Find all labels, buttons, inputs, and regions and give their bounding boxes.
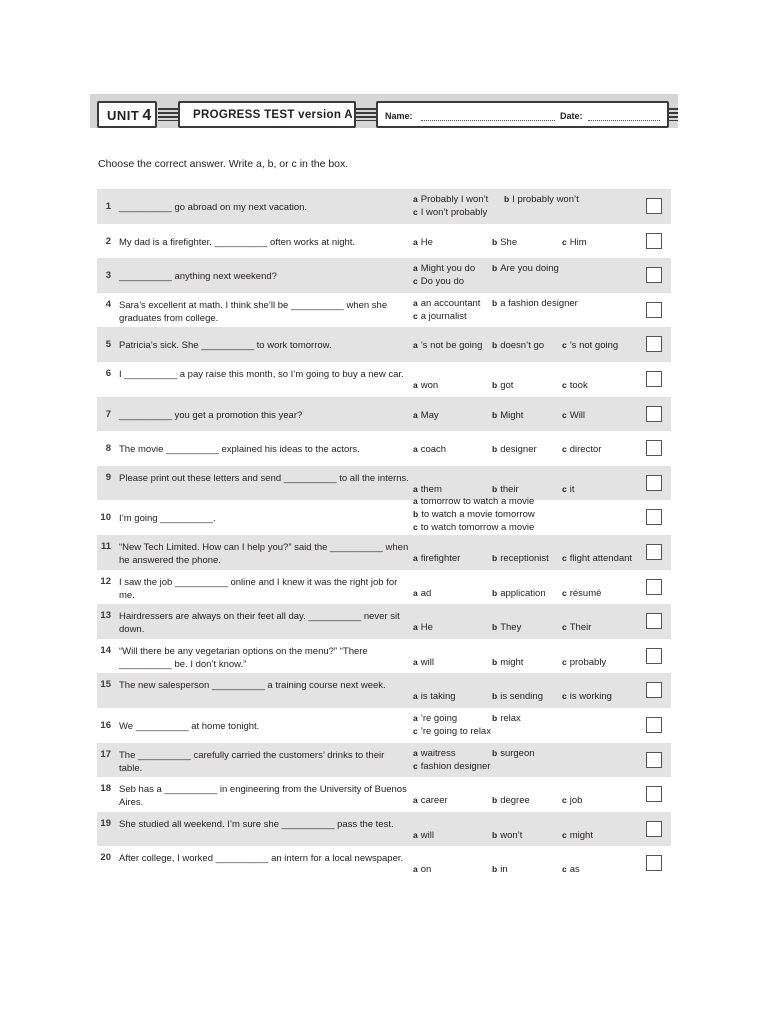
option-text: an accountant (420, 297, 481, 309)
option-letter: a (413, 409, 418, 420)
option-text: Do you do (420, 276, 465, 288)
option-c (562, 863, 580, 876)
question-text: The new salesperson __________ a training course next week. (119, 680, 386, 692)
answer-box[interactable] (646, 821, 662, 837)
option-letter: a (413, 236, 418, 247)
option-letter: c (562, 340, 567, 351)
option-text: Are you doing (500, 263, 559, 275)
question-row (97, 224, 671, 259)
date-field[interactable] (588, 120, 660, 121)
answer-box[interactable] (646, 475, 662, 491)
question-text: “Will there be any vegetarian options on the menu?” “There __________ be. I don’t know.” (119, 645, 368, 670)
option-text: is working (569, 691, 612, 703)
option-letter: b (492, 263, 498, 274)
option-c (562, 379, 588, 392)
option-text: to watch a movie tomorrow (421, 509, 535, 521)
question-row (97, 496, 671, 535)
option-text: might (500, 656, 524, 668)
option-letter: a (413, 864, 418, 875)
option-text: ’re going (420, 713, 458, 724)
option-a (413, 587, 431, 600)
test-title-box (178, 101, 356, 128)
option-letter: c (562, 691, 567, 702)
option-letter: c (562, 409, 567, 420)
question-row (97, 777, 671, 812)
option-letter: b (492, 340, 498, 351)
option-text: it (569, 483, 575, 495)
option-letter: a (413, 713, 418, 723)
question-row (97, 362, 671, 397)
question-number: 12 (100, 575, 111, 587)
option-text: He (420, 622, 433, 634)
question-number: 20 (100, 852, 111, 864)
question-text: __________ go abroad on my next vacation. (119, 202, 308, 213)
option-text: Might (500, 409, 524, 421)
option-c (413, 521, 534, 534)
answer-box[interactable] (646, 198, 662, 214)
option-text: They (500, 622, 522, 634)
option-letter: c (413, 726, 418, 736)
question-row (97, 431, 671, 466)
option-letter: a (413, 496, 418, 507)
option-b (492, 712, 521, 725)
option-a (413, 483, 442, 496)
option-letter: c (413, 276, 418, 287)
option-a (413, 712, 457, 725)
question-number: 4 (105, 298, 111, 310)
option-c (562, 236, 587, 249)
answer-box[interactable] (646, 579, 662, 595)
option-letter: b (492, 656, 498, 667)
option-letter: c (562, 829, 567, 840)
option-letter: a (413, 829, 418, 840)
option-text: flight attendant (569, 553, 633, 564)
option-a (413, 552, 460, 565)
option-c (413, 275, 464, 288)
option-text: application (500, 587, 546, 599)
question-number: 6 (105, 368, 111, 379)
option-letter: c (562, 444, 567, 455)
question-number: 5 (105, 339, 111, 351)
option-b (492, 621, 521, 634)
option-c (562, 443, 601, 456)
option-text: took (569, 380, 588, 391)
option-letter: b (492, 829, 498, 840)
option-a (413, 829, 434, 842)
option-text: is taking (420, 691, 456, 703)
option-a (413, 409, 439, 422)
option-letter: a (413, 656, 418, 667)
option-b (492, 829, 522, 842)
question-row (97, 743, 671, 778)
option-text: tomorrow to watch a movie (420, 496, 535, 508)
option-letter: b (492, 553, 498, 563)
option-letter: b (492, 236, 498, 247)
option-text: will (420, 829, 434, 841)
option-a (413, 495, 534, 508)
option-b (492, 483, 519, 496)
question-row (97, 708, 671, 743)
answer-box[interactable] (646, 613, 662, 629)
option-text: Might you do (420, 263, 476, 275)
option-letter: b (492, 297, 498, 308)
option-b (504, 193, 579, 206)
option-text: to watch tomorrow a movie (420, 522, 535, 534)
option-text: I probably won’t (512, 194, 579, 205)
option-letter: a (413, 263, 418, 274)
option-a (413, 747, 456, 760)
question-number: 1 (105, 201, 111, 212)
answer-box[interactable] (646, 440, 662, 456)
answer-box[interactable] (646, 717, 662, 733)
option-letter: a (413, 587, 418, 598)
question-row (97, 604, 671, 639)
question-text: I’m going __________. (119, 513, 216, 525)
option-a (413, 794, 448, 807)
option-letter: c (562, 236, 567, 247)
option-text: might (569, 829, 593, 841)
option-letter: c (562, 864, 567, 875)
question-number: 9 (105, 471, 111, 483)
option-letter: b (504, 194, 510, 204)
question-number: 3 (105, 270, 111, 282)
option-letter: b (492, 587, 498, 598)
option-letter: c (562, 795, 567, 806)
question-number: 14 (100, 644, 111, 656)
question-number: 7 (105, 408, 111, 420)
option-text: career (420, 795, 448, 807)
question-text: My dad is a firefighter. __________ often works at night. (119, 236, 356, 248)
question-number: 8 (105, 443, 111, 455)
question-row (97, 327, 671, 362)
option-b (492, 409, 523, 422)
question-text: __________ you get a promotion this year? (119, 409, 303, 421)
question-row (97, 639, 671, 674)
option-text: Will (569, 409, 586, 421)
question-row (97, 258, 671, 293)
question-row (97, 397, 671, 432)
option-b (413, 508, 535, 521)
option-letter: b (492, 713, 498, 723)
question-number: 19 (100, 817, 111, 829)
question-text: The __________ carefully carried the customers’ drinks to their table. (119, 749, 385, 774)
option-letter: b (492, 380, 498, 390)
option-text: She (500, 236, 518, 248)
option-text: will (420, 656, 434, 668)
option-text: He (420, 236, 433, 248)
option-c (562, 587, 601, 600)
option-b (492, 794, 530, 807)
option-b (492, 379, 513, 392)
question-row (97, 293, 671, 328)
option-text: Their (569, 622, 592, 634)
question-text: After college, I worked __________ an intern for a local newspaper. (119, 853, 404, 865)
answer-box[interactable] (646, 336, 662, 352)
option-letter: a (413, 380, 418, 390)
question-text: The movie __________ explained his ideas to the actors. (119, 444, 360, 456)
answer-box[interactable] (646, 544, 662, 560)
decorative-stripes (669, 108, 678, 121)
option-text: ’s not be going (420, 340, 483, 352)
option-text: a fashion designer (500, 297, 578, 309)
option-a (413, 262, 475, 275)
option-letter: c (562, 587, 567, 598)
option-letter: b (492, 864, 498, 875)
option-letter: a (413, 483, 418, 494)
option-a (413, 236, 433, 249)
question-text: Patricia’s sick. She __________ to work tomorrow. (119, 340, 332, 352)
option-c (562, 794, 582, 807)
option-letter: c (562, 622, 567, 633)
question-row (97, 535, 671, 570)
date-label: Date: (560, 111, 583, 121)
question-text: Sara’s excellent at math. I think she’ll be __________ when she graduates from college. (119, 299, 388, 324)
option-a (413, 443, 446, 456)
option-letter: a (413, 340, 418, 351)
option-b (492, 656, 523, 669)
question-number: 2 (105, 235, 111, 247)
option-letter: a (413, 622, 418, 633)
option-b (492, 339, 544, 352)
unit-badge (97, 101, 157, 128)
option-text: surgeon (500, 747, 535, 759)
option-text: them (420, 483, 442, 495)
option-text: got (500, 380, 514, 391)
option-letter: c (413, 207, 418, 217)
option-text: on (420, 864, 432, 876)
answer-box[interactable] (646, 302, 662, 318)
option-c (562, 690, 612, 703)
option-text: is sending (500, 691, 543, 703)
decorative-stripes (356, 108, 376, 121)
answer-box[interactable] (646, 233, 662, 249)
option-letter: b (413, 509, 419, 520)
option-letter: b (492, 409, 498, 420)
option-text: a journalist (420, 310, 467, 322)
question-row (97, 846, 671, 881)
option-text: degree (500, 795, 530, 807)
question-text: Please print out these letters and send __________ to all the interns. (119, 472, 409, 484)
option-letter: b (492, 444, 498, 455)
option-a (413, 339, 482, 352)
option-text: coach (420, 444, 447, 456)
option-b (492, 262, 559, 275)
option-text: as (569, 864, 580, 876)
question-number: 13 (100, 610, 111, 622)
option-text: fashion designer (420, 760, 491, 772)
option-text: doesn’t go (500, 340, 545, 352)
option-c (562, 483, 574, 496)
option-c (562, 621, 591, 634)
option-a (413, 863, 431, 876)
answer-box[interactable] (646, 371, 662, 387)
option-a (413, 193, 488, 206)
question-row (97, 570, 671, 605)
option-c (413, 206, 487, 219)
name-date-box (376, 101, 669, 128)
answer-box[interactable] (646, 509, 662, 525)
option-text: relax (500, 713, 521, 724)
option-c (562, 552, 632, 565)
option-b (492, 863, 508, 876)
question-text: __________ anything next weekend? (119, 271, 277, 283)
option-letter: c (413, 760, 418, 771)
option-a (413, 297, 480, 310)
option-text: ’re going to relax (420, 726, 491, 737)
option-c (413, 760, 490, 773)
option-text: director (569, 444, 602, 456)
option-text: ad (420, 587, 432, 599)
question-text: I saw the job __________ online and I knew it was the right job for me. (119, 576, 398, 601)
option-text: waitress (420, 747, 456, 759)
option-letter: c (413, 310, 418, 321)
instructions: Choose the correct answer. Write a, b, or c in the box. (98, 158, 349, 170)
option-letter: a (413, 444, 418, 455)
question-row (97, 466, 671, 501)
option-a (413, 656, 434, 669)
option-c (413, 725, 491, 738)
option-letter: b (492, 691, 498, 702)
option-text: I won’t probably (420, 207, 488, 218)
answer-box[interactable] (646, 406, 662, 422)
option-text: résumé (569, 587, 602, 599)
option-b (492, 443, 537, 456)
option-text: won (420, 380, 439, 391)
option-text: won’t (500, 829, 523, 841)
answer-box[interactable] (646, 648, 662, 664)
question-number: 10 (100, 512, 111, 524)
answer-box[interactable] (646, 752, 662, 768)
option-a (413, 621, 433, 634)
question-row (97, 673, 671, 708)
option-c (562, 829, 593, 842)
option-text: receptionist (500, 553, 549, 564)
option-text: firefighter (420, 553, 461, 564)
option-letter: c (413, 522, 418, 533)
question-text: Seb has a __________ in engineering from the University of Buenos Aires. (119, 784, 407, 809)
option-text: probably (569, 656, 607, 668)
question-text: “New Tech Limited. How can I help you?” said the __________ when he answered the phone. (119, 542, 409, 566)
question-text: She studied all weekend. I’m sure she __________ pass the test. (119, 818, 394, 830)
option-text: their (500, 483, 519, 495)
option-b (492, 587, 546, 600)
question-text: I __________ a pay raise this month, so I’m going to buy a new car. (119, 369, 404, 380)
option-letter: a (413, 795, 418, 806)
unit-number: 4 (142, 107, 152, 124)
option-text: Probably I won’t (420, 194, 489, 205)
option-letter: b (492, 747, 498, 758)
option-c (562, 409, 585, 422)
unit-word: UNIT (107, 108, 140, 123)
option-c (562, 339, 618, 352)
answer-box[interactable] (646, 855, 662, 871)
option-text: ’s not going (569, 340, 619, 352)
option-a (413, 690, 456, 703)
option-text: job (569, 795, 583, 807)
option-b (492, 236, 517, 249)
option-letter: b (492, 483, 498, 494)
option-b (492, 747, 535, 760)
answer-box[interactable] (646, 786, 662, 802)
name-label: Name: (385, 111, 413, 121)
decorative-stripes (158, 108, 178, 121)
answer-box[interactable] (646, 682, 662, 698)
question-text: We __________ at home tonight. (119, 721, 260, 732)
option-text: in (500, 864, 508, 876)
option-text: designer (500, 444, 537, 456)
option-b (492, 552, 549, 565)
question-text: Hairdressers are always on their feet all day. __________ never sit down. (119, 611, 400, 636)
option-text: May (420, 409, 439, 421)
option-letter: a (413, 297, 418, 308)
option-letter: a (413, 691, 418, 702)
option-c (413, 310, 467, 323)
option-letter: c (562, 483, 567, 494)
question-number: 15 (100, 679, 111, 691)
option-letter: a (413, 553, 418, 563)
answer-box[interactable] (646, 267, 662, 283)
name-field[interactable] (421, 120, 555, 121)
test-title: PROGRESS TEST version A (193, 109, 353, 121)
question-number: 11 (100, 541, 111, 552)
option-letter: c (562, 380, 567, 390)
question-number: 17 (100, 748, 111, 760)
option-b (492, 690, 543, 703)
option-a (413, 379, 438, 392)
option-c (562, 656, 606, 669)
option-b (492, 297, 578, 310)
option-letter: a (413, 194, 418, 204)
option-letter: a (413, 747, 418, 758)
question-row (97, 812, 671, 847)
option-letter: b (492, 795, 498, 806)
question-number: 18 (100, 783, 111, 795)
option-letter: b (492, 622, 498, 633)
option-letter: c (562, 553, 567, 563)
question-row (97, 189, 671, 224)
question-number: 16 (100, 720, 111, 731)
option-text: Him (569, 236, 587, 248)
option-letter: c (562, 656, 567, 667)
